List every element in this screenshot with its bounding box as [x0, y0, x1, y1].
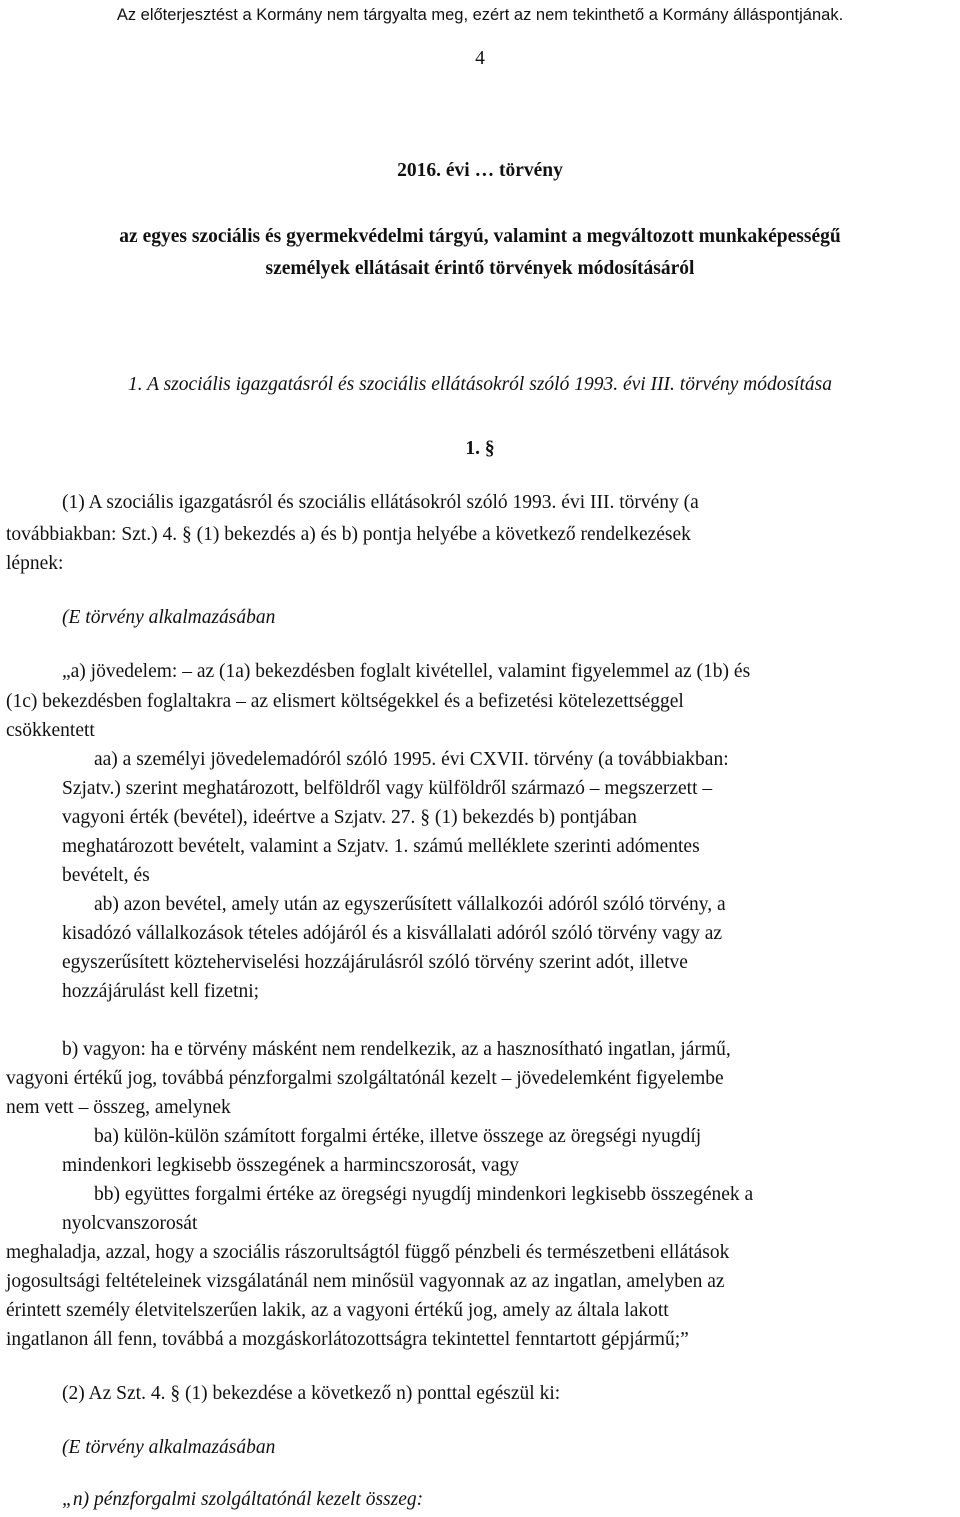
text-line: jogosultsági feltételeinek vizsgálatánál nem minősül vagyonnak az az ingatlan, amelyben az [6, 1271, 725, 1292]
text-line: (2) Az Szt. 4. § (1) bekezdése a következő n) ponttal egészül ki: [62, 1383, 561, 1404]
text-line: meghaladja, azzal, hogy a szociális rászorultságtól függő pénzbeli és természetbeni ellátások [6, 1242, 730, 1263]
text-line: bevételt, és [62, 865, 150, 886]
page-number: 4 [475, 48, 485, 69]
text-line: „a) jövedelem: – az (1a) bekezdésben foglalt kivétellel, valamint figyelemmel az (1b) és [62, 661, 751, 682]
text-line: lépnek: [6, 553, 64, 574]
text-line: ab) azon bevétel, amely után az egyszerűsített vállalkozói adóról szóló törvény, a [94, 894, 726, 915]
intro-line: (E törvény alkalmazásában [62, 607, 276, 628]
document-title: 2016. évi … törvény [397, 160, 563, 181]
subtitle-line: az egyes szociális és gyermekvédelmi tárgyú, valamint a megváltozott munkaképességű [119, 226, 841, 247]
text-line: b) vagyon: ha e törvény másként nem rendelkezik, az a hasznosítható ingatlan, jármű, [62, 1039, 731, 1060]
text-line: ba) külön-külön számított forgalmi értéke, illetve összege az öregségi nyugdíj [94, 1126, 702, 1147]
text-line: hozzájárulást kell fizetni; [62, 981, 260, 1002]
text-line: bb) együttes forgalmi értéke az öregségi nyugdíj mindenkori legkisebb összegének a [94, 1184, 754, 1205]
text-line: továbbiakban: Szt.) 4. § (1) bekezdés a) és b) pontja helyébe a következő rendelkezések [6, 524, 691, 545]
text-line: csökkentett [6, 720, 95, 741]
paragraph-mark: 1. § [465, 438, 495, 459]
text-line: (1) A szociális igazgatásról és szociális ellátásokról szóló 1993. évi III. törvény (a [62, 492, 699, 513]
text-line: vagyoni értékű jog, továbbá pénzforgalmi szolgáltatónál kezelt – jövedelemként figyelembe [6, 1068, 724, 1089]
text-line: meghatározott bevételt, valamint a Szjatv. 1. számú melléklete szerinti adómentes [62, 836, 700, 857]
text-line: Szjatv.) szerint meghatározott, belföldről vagy külföldről származó – megszerzett – [62, 778, 713, 799]
text-line: egyszerűsített közteherviselési hozzájárulásról szóló törvény szerint adót, illetve [62, 952, 688, 973]
document-subtitle [40, 221, 920, 285]
text-line: aa) a személyi jövedelemadóról szóló 1995. évi CXVII. törvény (a továbbiakban: [94, 749, 729, 770]
text-line: „n) pénzforgalmi szolgáltatónál kezelt összeg: [62, 1489, 424, 1510]
intro-line: (E törvény alkalmazásában [62, 1437, 276, 1458]
disclaimer-header: Az előterjesztést a Kormány nem tárgyalta meg, ezért az nem tekinthető a Kormány álláspontjának. [116, 6, 844, 24]
text-line: kisadózó vállalkozások tételes adójáról és a kisvállalati adóról szóló törvény vagy az [62, 923, 723, 944]
text-line: nem vett – összeg, amelynek [6, 1097, 231, 1118]
section-heading: 1. A szociális igazgatásról és szociális ellátásokról szóló 1993. évi III. törvény módosítása [128, 374, 832, 395]
text-line: nyolcvanszorosát [62, 1213, 198, 1234]
text-line: vagyoni érték (bevétel), ideértve a Szjatv. 27. § (1) bekezdés b) pontjában [62, 807, 637, 828]
text-line: (1c) bekezdésben foglaltakra – az elismert költségekkel és a befizetési kötelezettséggel [6, 691, 684, 712]
text-line: érintett személy életvitelszerűen lakik, az a vagyoni értékű jog, amely az általa lakott [6, 1300, 669, 1321]
subtitle-line: személyek ellátásait érintő törvények módosításáról [265, 258, 695, 279]
text-line: ingatlanon áll fenn, továbbá a mozgáskorlátozottságra tekintettel fenntartott gépjármű;” [6, 1329, 689, 1350]
text-line: mindenkori legkisebb összegének a harmincszorosát, vagy [62, 1155, 520, 1176]
